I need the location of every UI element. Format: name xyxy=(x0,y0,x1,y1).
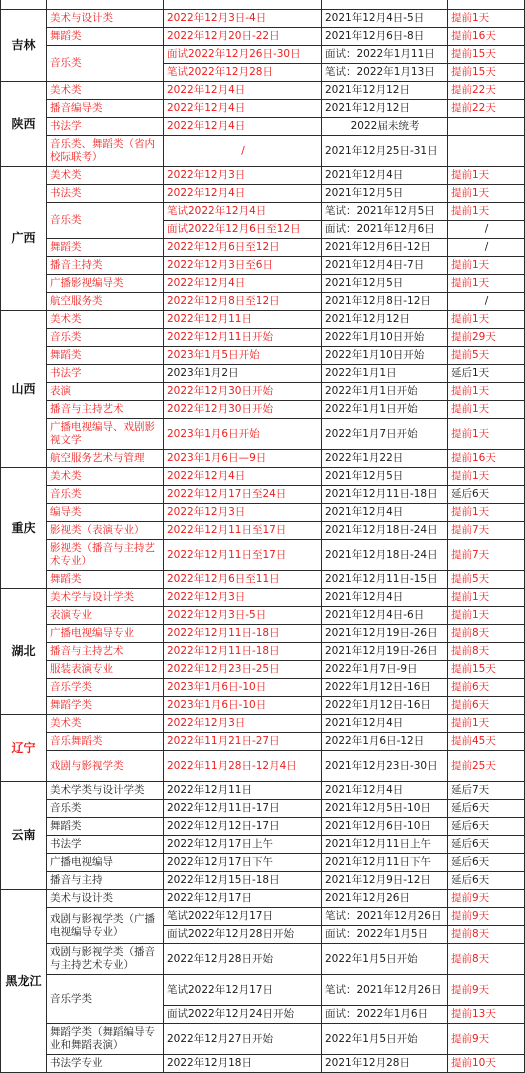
category-cell: 播音主持类 xyxy=(47,257,164,275)
date-2022-cell: 2022年1月5日开始 xyxy=(322,944,448,975)
date-2023-cell: 2022年12月12日-17日 xyxy=(164,818,322,836)
date-2022-cell: 2021年12月5日 xyxy=(322,275,448,293)
category-cell: 播音编导类 xyxy=(47,100,164,118)
table-row xyxy=(1,540,525,571)
table-row xyxy=(1,679,525,697)
category-cell: 舞蹈类 xyxy=(47,571,164,589)
table-row xyxy=(1,401,525,419)
date-2023-cell: 2022年12月11日-18日 xyxy=(164,643,322,661)
table-row xyxy=(1,1055,525,1073)
diff-cell: 提前45天 xyxy=(448,733,525,751)
date-2023-cell: 2023年1月6日-10日 xyxy=(164,679,322,697)
diff-cell: 提前6天 xyxy=(448,679,525,697)
diff-cell: 延后7天 xyxy=(448,782,525,800)
table-row xyxy=(1,486,525,504)
category-cell: 戏剧与影视学类（广播电视编导专业） xyxy=(47,908,164,944)
date-2022-cell: 2021年12月12日 xyxy=(322,100,448,118)
diff-cell: / xyxy=(448,221,525,239)
cell-blank xyxy=(1,0,47,10)
date-2022-cell: 2021年12月11日上午 xyxy=(322,836,448,854)
cell-blank xyxy=(448,0,525,10)
table-row xyxy=(1,908,525,926)
category-cell: 戏剧与影视学类（播音与主持艺术专业） xyxy=(47,944,164,975)
table-row xyxy=(1,311,525,329)
table-row xyxy=(1,46,525,64)
date-2022-cell: 2021年12月6日-10日 xyxy=(322,818,448,836)
date-2022-cell: 笔试：2021年12月26日 xyxy=(322,975,448,1006)
date-2023-cell: 2022年12月6日至11日 xyxy=(164,571,322,589)
date-2022-cell: 2021年12月18日-24日 xyxy=(322,522,448,540)
category-cell: 美术类 xyxy=(47,468,164,486)
diff-cell: 提前9天 xyxy=(448,1024,525,1055)
category-cell: 音乐类 xyxy=(47,329,164,347)
date-2023-cell: 2022年12月27日开始 xyxy=(164,1024,322,1055)
category-cell: 编导类 xyxy=(47,504,164,522)
category-cell: 书法学 xyxy=(47,118,164,136)
province-cell: 广西 xyxy=(1,167,47,311)
date-2022-cell: 面试：2022年1月6日 xyxy=(322,1006,448,1024)
date-2023-cell: 笔试2022年12月17日 xyxy=(164,975,322,1006)
date-2022-cell: 2021年12月12日 xyxy=(322,82,448,100)
diff-cell: 提前1天 xyxy=(448,167,525,185)
table-row xyxy=(1,100,525,118)
diff-cell: 提前1天 xyxy=(448,468,525,486)
cell-blank xyxy=(47,0,164,10)
date-2023-cell: 2022年12月3日至6日 xyxy=(164,257,322,275)
diff-cell: 提前7天 xyxy=(448,522,525,540)
date-2023-cell: 2022年12月11日-17日 xyxy=(164,800,322,818)
diff-cell: 提前1天 xyxy=(448,275,525,293)
date-2022-cell: 2021年12月6日-8日 xyxy=(322,28,448,46)
category-cell: 广播影视编导类 xyxy=(47,275,164,293)
date-2022-cell: 2021年12月4日 xyxy=(322,504,448,522)
diff-cell: 提前1天 xyxy=(448,203,525,221)
date-2023-cell: 2023年1月6日-10日 xyxy=(164,697,322,715)
date-2022-cell: 2021年12月28日 xyxy=(322,1055,448,1073)
date-2022-cell: 2021年12月19日-26日 xyxy=(322,643,448,661)
diff-cell: 提前1天 xyxy=(448,383,525,401)
date-2022-cell: 2021年12月26日 xyxy=(322,890,448,908)
diff-cell: 提前22天 xyxy=(448,100,525,118)
date-2023-cell: 2022年12月11日 xyxy=(164,311,322,329)
diff-cell: 提前9天 xyxy=(448,890,525,908)
table-row xyxy=(1,818,525,836)
diff-cell: 提前15天 xyxy=(448,661,525,679)
table-row xyxy=(1,185,525,203)
category-cell: 书法类 xyxy=(47,185,164,203)
date-2022-cell: 笔试：2021年12月5日 xyxy=(322,203,448,221)
date-2023-cell: 2022年12月11日开始 xyxy=(164,329,322,347)
province-cell: 重庆 xyxy=(1,468,47,589)
table-row xyxy=(1,733,525,751)
category-cell: 美术类 xyxy=(47,82,164,100)
table-row xyxy=(1,607,525,625)
category-cell: 服装表演专业 xyxy=(47,661,164,679)
date-2022-cell: 2021年12月4日 xyxy=(322,167,448,185)
category-cell: 美术类 xyxy=(47,167,164,185)
table-row xyxy=(1,203,525,221)
date-2023-cell: 2022年12月11日 xyxy=(164,782,322,800)
table-row xyxy=(1,167,525,185)
table-row xyxy=(1,257,525,275)
date-2023-cell: 2022年11月21日-27日 xyxy=(164,733,322,751)
date-2023-cell: 2023年1月6日开始 xyxy=(164,419,322,450)
table-row xyxy=(1,782,525,800)
date-2022-cell: 2021年12月8日-12日 xyxy=(322,293,448,311)
table-row xyxy=(1,854,525,872)
table-row xyxy=(1,365,525,383)
category-cell: 航空服务类 xyxy=(47,293,164,311)
table-row xyxy=(1,697,525,715)
diff-cell: 提前1天 xyxy=(448,311,525,329)
date-2022-cell: 2022年1月10日开始 xyxy=(322,329,448,347)
date-2023-cell: 2022年12月17日 xyxy=(164,890,322,908)
diff-cell: 延后6天 xyxy=(448,486,525,504)
date-2022-cell: 2021年12月4日-6日 xyxy=(322,607,448,625)
diff-cell: 提前9天 xyxy=(448,975,525,1006)
date-2023-cell: 2022年12月3日 xyxy=(164,167,322,185)
category-cell: 音乐类 xyxy=(47,46,164,82)
date-2022-cell: 2022年1月1日开始 xyxy=(322,383,448,401)
diff-cell: 提前6天 xyxy=(448,697,525,715)
date-2022-cell: 2021年12月11日下午 xyxy=(322,854,448,872)
date-2023-cell: 2022年12月3日 xyxy=(164,504,322,522)
table-row xyxy=(1,10,525,28)
date-2022-cell: 2021年12月9日-12日 xyxy=(322,872,448,890)
diff-cell: 延后6天 xyxy=(448,800,525,818)
diff-cell: 提前7天 xyxy=(448,540,525,571)
diff-cell: 提前15天 xyxy=(448,64,525,82)
province-cell: 云南 xyxy=(1,782,47,890)
category-cell: 美术类 xyxy=(47,311,164,329)
category-cell: 表演专业 xyxy=(47,607,164,625)
table-row xyxy=(1,715,525,733)
date-2023-cell: 面试2022年12月26日-30日 xyxy=(164,46,322,64)
date-2023-cell: 2022年12月4日 xyxy=(164,118,322,136)
table-row xyxy=(1,329,525,347)
category-cell: 美术类 xyxy=(47,715,164,733)
date-2023-cell: 2023年1月6日—9日 xyxy=(164,450,322,468)
diff-cell: 提前15天 xyxy=(448,46,525,64)
date-2022-cell: 2022年1月1日开始 xyxy=(322,401,448,419)
date-2023-cell: 面试2022年12月6日至12日 xyxy=(164,221,322,239)
date-2023-cell: 2022年12月6日至12日 xyxy=(164,239,322,257)
diff-cell: 提前1天 xyxy=(448,607,525,625)
table-row xyxy=(1,419,525,450)
date-2022-cell: 2021年12月4日-7日 xyxy=(322,257,448,275)
date-2022-cell: 2021年12月18日-24日 xyxy=(322,540,448,571)
date-2022-cell: 2021年12月5日 xyxy=(322,468,448,486)
category-cell: 音乐学类 xyxy=(47,975,164,1024)
date-2022-cell: 2021年12月11日-15日 xyxy=(322,571,448,589)
date-2023-cell: 2023年1月5日开始 xyxy=(164,347,322,365)
date-2022-cell: 2021年12月4日-5日 xyxy=(322,10,448,28)
category-cell: 广播电视编导专业 xyxy=(47,625,164,643)
category-cell: 播音与主持艺术 xyxy=(47,643,164,661)
table-row xyxy=(1,800,525,818)
diff-cell: 提前1天 xyxy=(448,257,525,275)
diff-cell: 提前10天 xyxy=(448,1055,525,1073)
date-2022-cell: 2021年12月6日-12日 xyxy=(322,239,448,257)
diff-cell: 提前1天 xyxy=(448,715,525,733)
diff-cell: 延后6天 xyxy=(448,836,525,854)
table-row xyxy=(1,661,525,679)
date-2022-cell: 2021年12月11日-18日 xyxy=(322,486,448,504)
diff-cell: 提前8天 xyxy=(448,643,525,661)
date-2023-cell: 2022年12月11日-18日 xyxy=(164,625,322,643)
category-cell: 舞蹈学类（舞蹈编导专业和舞蹈表演） xyxy=(47,1024,164,1055)
diff-cell: 提前1天 xyxy=(448,419,525,450)
diff-cell: 提前8天 xyxy=(448,625,525,643)
date-2022-cell: 2022年1月6日-12日 xyxy=(322,733,448,751)
category-cell: 广播电视编导、戏剧影视文学 xyxy=(47,419,164,450)
province-cell: 山西 xyxy=(1,311,47,468)
date-2023-cell: 笔试2022年12月17日 xyxy=(164,908,322,926)
table-row xyxy=(1,625,525,643)
date-2022-cell: 2022年1月12日-16日 xyxy=(322,679,448,697)
category-cell: 美术与设计类 xyxy=(47,10,164,28)
category-cell: 影视类（播音与主持艺术专业） xyxy=(47,540,164,571)
date-2023-cell: 2022年11月28日-12月4日 xyxy=(164,751,322,782)
date-2022-cell: 2022年1月5日开始 xyxy=(322,1024,448,1055)
category-cell: 音乐类 xyxy=(47,486,164,504)
date-2023-cell: 2022年12月30日开始 xyxy=(164,383,322,401)
date-2022-cell: 笔试：2021年12月26日 xyxy=(322,908,448,926)
category-cell: 舞蹈类 xyxy=(47,347,164,365)
date-2023-cell: 2022年12月11日至17日 xyxy=(164,522,322,540)
category-cell: 音乐学类 xyxy=(47,679,164,697)
date-2023-cell: 2022年12月23日-25日 xyxy=(164,661,322,679)
category-cell: 影视类（表演专业） xyxy=(47,522,164,540)
date-2022-cell: 2021年12月19日-26日 xyxy=(322,625,448,643)
category-cell: 音乐类、舞蹈类（省内校际联考） xyxy=(47,136,164,167)
province-cell: 陕西 xyxy=(1,82,47,167)
table-body xyxy=(1,0,525,1073)
diff-cell: 提前1天 xyxy=(448,589,525,607)
table-row xyxy=(1,589,525,607)
table-row xyxy=(1,450,525,468)
cell-blank xyxy=(322,0,448,10)
table-row xyxy=(1,571,525,589)
date-2022-cell: 2022年1月1日 xyxy=(322,365,448,383)
table-row xyxy=(1,872,525,890)
diff-cell: 提前13天 xyxy=(448,1006,525,1024)
table-row-partial-top xyxy=(1,0,525,10)
date-2022-cell: 2022年1月10日开始 xyxy=(322,347,448,365)
date-2022-cell: 2021年12月4日 xyxy=(322,589,448,607)
date-2023-cell: 2022年12月18日 xyxy=(164,1055,322,1073)
date-2023-cell: 笔试2022年12月4日 xyxy=(164,203,322,221)
table-row xyxy=(1,82,525,100)
diff-cell: 提前25天 xyxy=(448,751,525,782)
table-row xyxy=(1,293,525,311)
date-2023-cell: 2022年12月17日至24日 xyxy=(164,486,322,504)
diff-cell xyxy=(448,136,525,167)
diff-cell: 延后6天 xyxy=(448,818,525,836)
table-row xyxy=(1,1024,525,1055)
category-cell: 航空服务艺术与管理 xyxy=(47,450,164,468)
diff-cell: 提前16天 xyxy=(448,450,525,468)
category-cell: 播音与主持艺术 xyxy=(47,401,164,419)
date-2023-cell: 2022年12月28日开始 xyxy=(164,944,322,975)
table-row xyxy=(1,347,525,365)
table-row xyxy=(1,504,525,522)
date-2022-cell: 2021年12月5日 xyxy=(322,185,448,203)
category-cell: 戏剧与影视学类 xyxy=(47,751,164,782)
date-2023-cell: 2022年12月20日-22日 xyxy=(164,28,322,46)
date-2023-cell: 2022年12月4日 xyxy=(164,468,322,486)
diff-cell: 提前1天 xyxy=(448,185,525,203)
diff-cell: 提前16天 xyxy=(448,28,525,46)
table-row xyxy=(1,239,525,257)
diff-cell: 提前22天 xyxy=(448,82,525,100)
date-2023-cell: 2022年12月3日-5日 xyxy=(164,607,322,625)
diff-cell: 延后6天 xyxy=(448,854,525,872)
province-cell: 湖北 xyxy=(1,589,47,715)
date-2023-cell: 面试2022年12月28日开始 xyxy=(164,926,322,944)
date-2022-cell: 2022年1月7日-9日 xyxy=(322,661,448,679)
date-2022-cell: 2022年1月7日开始 xyxy=(322,419,448,450)
category-cell: 舞蹈类 xyxy=(47,818,164,836)
diff-cell: 提前9天 xyxy=(448,908,525,926)
date-2022-cell: 2022年1月22日 xyxy=(322,450,448,468)
date-2023-cell: 2022年12月3日 xyxy=(164,589,322,607)
date-2023-cell: 2022年12月4日 xyxy=(164,100,322,118)
date-2022-cell: 2022年1月12日-16日 xyxy=(322,697,448,715)
category-cell: 音乐舞蹈类 xyxy=(47,733,164,751)
table-row xyxy=(1,468,525,486)
province-cell: 吉林 xyxy=(1,10,47,82)
date-2022-cell: 2021年12月25日-31日 xyxy=(322,136,448,167)
category-cell: 美术与设计类 xyxy=(47,890,164,908)
date-2023-cell: 2022年12月4日 xyxy=(164,275,322,293)
table-row xyxy=(1,383,525,401)
diff-cell: / xyxy=(448,239,525,257)
category-cell: 舞蹈类 xyxy=(47,28,164,46)
date-2022-cell: 面试：2021年12月6日 xyxy=(322,221,448,239)
date-2022-cell: 2021年12月12日 xyxy=(322,311,448,329)
date-2023-cell: 2022年12月3日-4日 xyxy=(164,10,322,28)
date-2023-cell: 2022年12月15日-18日 xyxy=(164,872,322,890)
diff-cell: 延后6天 xyxy=(448,872,525,890)
date-2023-cell: 2023年1月2日 xyxy=(164,365,322,383)
table-row xyxy=(1,751,525,782)
table-row xyxy=(1,944,525,975)
diff-cell: 提前1天 xyxy=(448,401,525,419)
date-2022-cell: 面试：2022年1月11日 xyxy=(322,46,448,64)
date-2022-cell: 2021年12月23日-30日 xyxy=(322,751,448,782)
date-2023-cell: / xyxy=(164,136,322,167)
date-2022-cell: 笔试：2022年1月13日 xyxy=(322,64,448,82)
date-2023-cell: 2022年12月4日 xyxy=(164,185,322,203)
date-2023-cell: 2022年12月11日至17日 xyxy=(164,540,322,571)
date-2023-cell: 2022年12月4日 xyxy=(164,82,322,100)
date-2022-cell: 2021年12月5日-10日 xyxy=(322,800,448,818)
table-row xyxy=(1,890,525,908)
category-cell: 舞蹈类 xyxy=(47,239,164,257)
date-2023-cell: 2022年12月17日下午 xyxy=(164,854,322,872)
cell-blank xyxy=(164,0,322,10)
date-2023-cell: 2022年12月8日至12日 xyxy=(164,293,322,311)
province-cell: 辽宁 xyxy=(1,715,47,782)
table-row xyxy=(1,275,525,293)
diff-cell: 延后1天 xyxy=(448,365,525,383)
date-2023-cell: 面试2022年12月24日开始 xyxy=(164,1006,322,1024)
table-row xyxy=(1,118,525,136)
diff-cell: 提前1天 xyxy=(448,504,525,522)
date-2022-cell: 面试：2022年1月5日 xyxy=(322,926,448,944)
category-cell: 美术学类与设计学类 xyxy=(47,782,164,800)
date-2023-cell: 2022年12月3日 xyxy=(164,715,322,733)
diff-cell: 提前1天 xyxy=(448,10,525,28)
category-cell: 美术学与设计学类 xyxy=(47,589,164,607)
province-cell: 黑龙江 xyxy=(1,890,47,1073)
table-row xyxy=(1,643,525,661)
category-cell: 书法学专业 xyxy=(47,1055,164,1073)
table-row xyxy=(1,836,525,854)
diff-cell: 提前8天 xyxy=(448,926,525,944)
diff-cell: / xyxy=(448,293,525,311)
table-row xyxy=(1,522,525,540)
diff-cell: 提前8天 xyxy=(448,944,525,975)
category-cell: 书法学 xyxy=(47,836,164,854)
date-2023-cell: 笔试2022年12月28日 xyxy=(164,64,322,82)
date-2022-cell: 2021年12月4日 xyxy=(322,715,448,733)
category-cell: 音乐类 xyxy=(47,800,164,818)
table-row xyxy=(1,975,525,1006)
diff-cell: 提前5天 xyxy=(448,571,525,589)
date-2023-cell: 2022年12月17日上午 xyxy=(164,836,322,854)
date-2022-cell: 2022届未统考 xyxy=(322,118,448,136)
category-cell: 表演 xyxy=(47,383,164,401)
date-2023-cell: 2022年12月30日开始 xyxy=(164,401,322,419)
category-cell: 书法学 xyxy=(47,365,164,383)
category-cell: 播音与主持 xyxy=(47,872,164,890)
date-2022-cell: 2021年12月4日 xyxy=(322,782,448,800)
category-cell: 音乐类 xyxy=(47,203,164,239)
category-cell: 舞蹈学类 xyxy=(47,697,164,715)
table-row xyxy=(1,136,525,167)
diff-cell: 提前5天 xyxy=(448,347,525,365)
diff-cell: 提前29天 xyxy=(448,329,525,347)
category-cell: 广播电视编导 xyxy=(47,854,164,872)
table-row xyxy=(1,28,525,46)
diff-cell xyxy=(448,118,525,136)
